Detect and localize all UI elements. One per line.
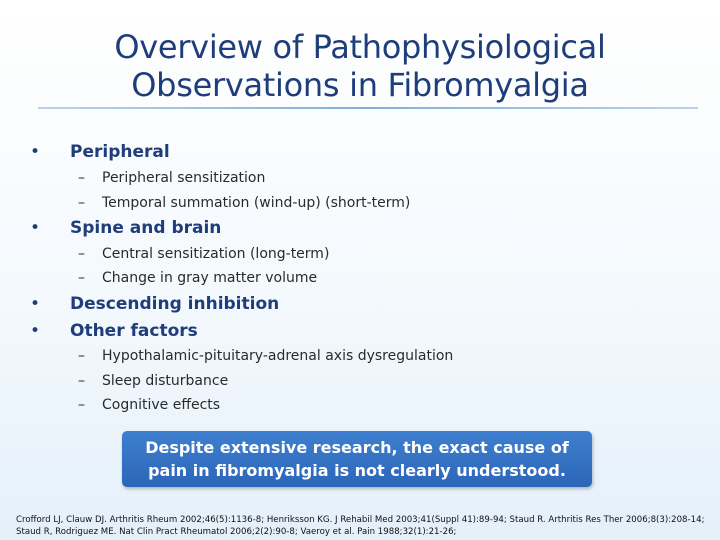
title-line-2: Observations in Fibromyalgia [131,66,589,104]
sub-bullet [78,195,410,211]
dash-glyph: – [78,348,85,364]
sub-bullet-label: Change in gray matter volume [102,270,318,286]
bullet-spine-brain [30,218,221,238]
dash-glyph: – [78,170,85,186]
bullet-glyph: • [30,142,41,162]
sub-bullet [78,348,453,364]
bullet-peripheral [30,142,170,162]
sub-bullet-label: Cognitive effects [102,397,221,413]
callout-text: Despite extensive research, the exact cause of pain in fibromyalgia is not clearly understood. [145,438,569,480]
sub-bullet [78,373,228,389]
bullet-descending-inhibition [30,294,279,314]
sub-bullet-label: Hypothalamic-pituitary-adrenal axis dysregulation [102,348,454,364]
bullet-label: Descending inhibition [70,294,280,314]
bullet-glyph: • [30,218,41,238]
bullet-label: Other factors [70,321,198,341]
bullet-glyph: • [30,321,41,341]
bullet-label: Spine and brain [70,218,222,238]
sub-bullet [78,246,329,262]
sub-bullet [78,270,317,286]
title-line-1: Overview of Pathophysiological [114,28,606,66]
references-line-1: Crofford LJ, Clauw DJ. Arthritis Rheum 2002;46(5):1136-8; Henriksson KG. J Rehabil Med 2003;41(Suppl 41):89-94; Staud R. Arthritis Res Ther 2006;8(3):208-14; [16,515,705,525]
dash-glyph: – [78,270,85,286]
bullet-other-factors [30,321,198,341]
sub-bullet [78,397,220,413]
sub-bullet-label: Sleep disturbance [102,373,229,389]
bullet-label: Peripheral [70,142,170,162]
sub-bullet-label: Temporal summation (wind-up) (short-term) [102,195,411,211]
sub-bullet-label: Central sensitization (long-term) [102,246,330,262]
bullet-glyph: • [30,294,41,314]
callout-box [122,431,592,487]
dash-glyph: – [78,397,85,413]
dash-glyph: – [78,195,85,211]
references [16,514,706,538]
dash-glyph: – [78,373,85,389]
sub-bullet [78,170,265,186]
dash-glyph: – [78,246,85,262]
sub-bullet-label: Peripheral sensitization [102,170,266,186]
references-line-2: Staud R, Rodriguez ME. Nat Clin Pract Rheumatol 2006;2(2):90-8; Vaeroy et al. Pain 1988;32(1):21-26; [16,527,457,537]
